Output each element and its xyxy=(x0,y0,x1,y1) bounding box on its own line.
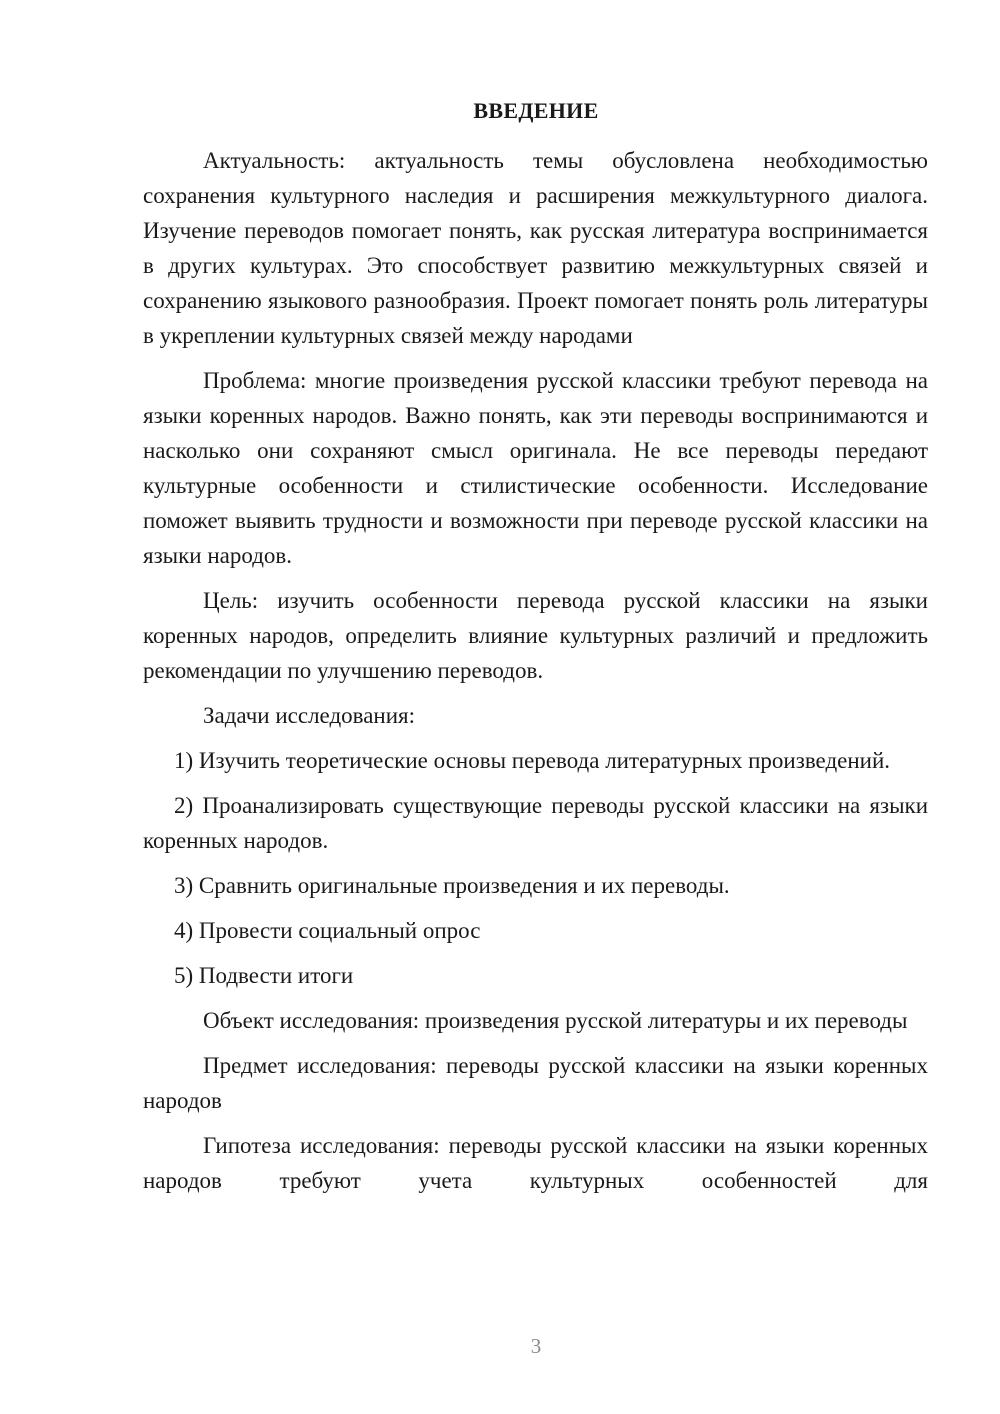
paragraph-subject: Предмет исследования: переводы русской классики на языки коренных народов xyxy=(143,1053,928,1113)
task-item-1: 1) Изучить теоретические основы перевода литературных произведений. xyxy=(174,748,891,773)
task-item-2: 2) Проанализировать существующие переводы русской классики на языки коренных народов. xyxy=(143,793,928,853)
paragraph-object: Объект исследования: произведения русской литературы и их переводы xyxy=(203,1008,908,1033)
document-body xyxy=(143,143,928,1208)
task-item-5: 5) Подвести итоги xyxy=(174,963,354,988)
paragraph-problem: Проблема: многие произведения русской классики требуют перевода на языки коренных народов. Важно понять, как эти переводы воспринимаются и насколько они сохраняют смысл оригинала. Не все переводы передают культурные особенности и стилистические особенности. Исследование поможет выявить трудности и возможности при переводе русской классики на языки народов. xyxy=(143,368,928,568)
page-title: ВВЕДЕНИЕ xyxy=(473,98,599,123)
tasks-heading: Задачи исследования: xyxy=(203,703,416,728)
page-number: 3 xyxy=(530,1334,542,1358)
task-item-4: 4) Провести социальный опрос xyxy=(174,918,481,943)
paragraph-relevance: Актуальность: актуальность темы обусловлена необходимостью сохранения культурного наследия и расширения межкультурного диалога. Изучение переводов помогает понять, как русская литература воспринимается в других культурах. Это способствует развитию межкультурных связей и сохранению языкового разнообразия. Проект помогает понять роль литературы в укреплении культурных связей между народами xyxy=(143,148,928,348)
paragraph-goal: Цель: изучить особенности перевода русской классики на языки коренных народов, определить влияние культурных различий и предложить рекомендации по улучшению переводов. xyxy=(143,588,928,683)
paragraph-hypothesis: Гипотеза исследования: переводы русской классики на языки коренных народов требуют учета культурных особенностей для xyxy=(143,1133,928,1193)
task-item-3: 3) Сравнить оригинальные произведения и их переводы. xyxy=(174,873,730,898)
